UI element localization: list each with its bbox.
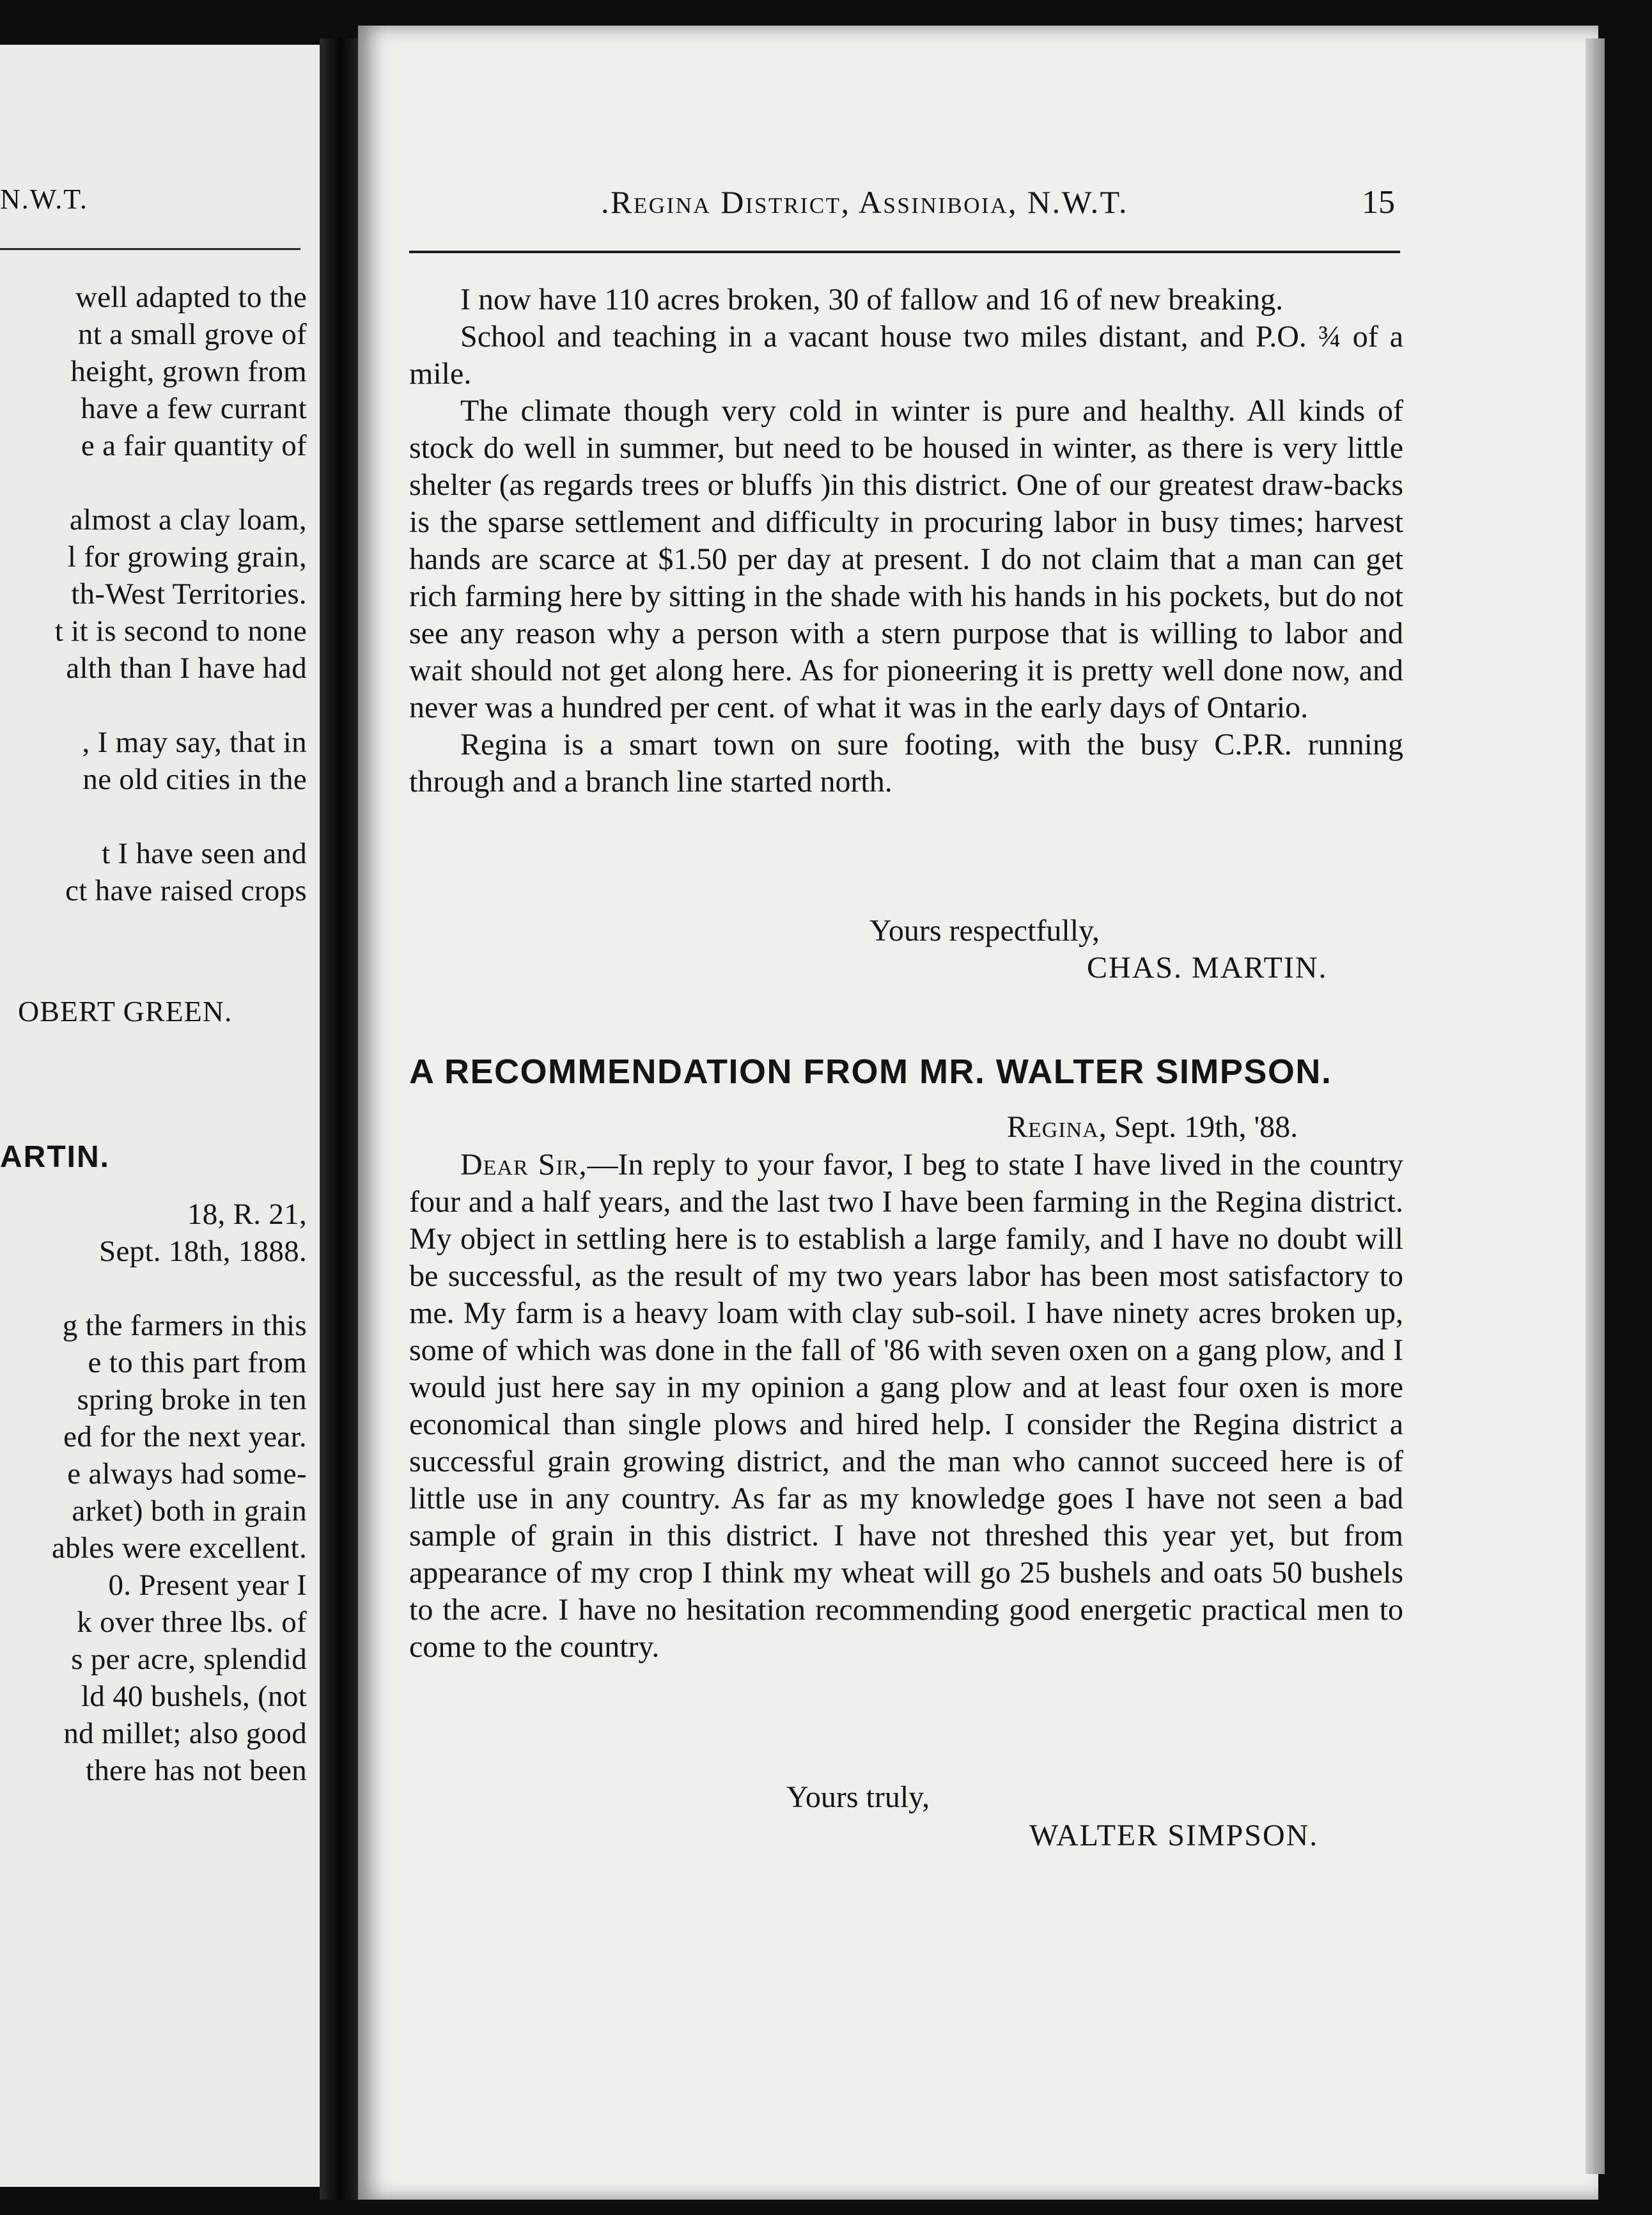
martin-paragraph: Regina is a smart town on sure footing, with the busy C.P.R. running through and a branch line started north. <box>409 728 1403 799</box>
simpson-closing: Yours truly, <box>786 1780 930 1814</box>
left-head-rule <box>0 248 300 250</box>
left-page-line: arket) both in grain <box>72 1494 307 1528</box>
left-page-line: spring broke in ten <box>77 1383 307 1416</box>
left-page-line: s per acre, splendid <box>71 1643 307 1676</box>
left-page-line: alth than I have had <box>66 652 307 685</box>
left-heading-fragment: ARTIN. <box>0 1140 110 1174</box>
left-page-line: almost a clay loam, <box>69 503 307 536</box>
left-page-line: e to this part from <box>88 1346 307 1379</box>
left-page-line: 0. Present year I <box>108 1569 307 1602</box>
page-number: 15 <box>1362 184 1395 221</box>
salutation: Dear Sir, <box>460 1148 588 1182</box>
running-head <box>601 184 1128 221</box>
running-head-prefix: . <box>601 184 611 220</box>
martin-paragraph: School and teaching in a vacant house two miles distant, and P.O. ¾ of a mile. <box>409 320 1403 391</box>
simpson-letter-body <box>409 1147 1403 1666</box>
dateline-place: Regina <box>1007 1110 1099 1144</box>
left-page-line: ne old cities in the <box>82 763 307 796</box>
section-heading: A RECOMMENDATION FROM MR. WALTER SIMPSON. <box>409 1053 1332 1091</box>
running-head-title: Regina District, Assiniboia, N.W.T. <box>611 184 1129 220</box>
left-page <box>0 45 332 2187</box>
simpson-paragraph <box>409 1147 1403 1666</box>
left-page-line: well adapted to the <box>75 281 307 314</box>
left-page-line: Sept. 18th, 1888. <box>99 1235 307 1268</box>
dateline-date: , Sept. 19th, '88. <box>1098 1110 1298 1144</box>
martin-signature: CHAS. MARTIN. <box>1087 951 1328 985</box>
martin-paragraph: The climate though very cold in winter is pure and healthy. All kinds of stock do well in summer, but need to be housed in winter, as there is very little shelter (as regards trees or bluffs )in this district. One of our greatest draw-backs is the sparse settlement and difficulty in procuring labor in busy times; harvest hands are scarce at $1.50 per day at present. I do not claim that a man can get rich farming here by sitting in the shade with his hands in his pockets, but do not see any reason why a person with a stern purpose that is willing to labor and wait should not get along here. As for pioneering it is pretty well done now, and never was a hundred per cent. of what it was in the early days of Ontario. <box>409 394 1403 724</box>
simpson-dateline <box>1007 1109 1298 1145</box>
left-page-line: e a fair quantity of <box>81 429 307 462</box>
left-page-line: ld 40 bushels, (not <box>81 1680 307 1713</box>
left-page-line: g the farmers in this <box>62 1309 307 1342</box>
martin-letter-body <box>409 281 1403 801</box>
left-page-line: nd millet; also good <box>63 1717 307 1750</box>
left-page-line: ed for the next year. <box>63 1420 307 1453</box>
left-page-line: , I may say, that in <box>82 726 307 759</box>
left-page-line: e always had some- <box>67 1457 307 1491</box>
left-page-line: there has not been <box>85 1754 307 1787</box>
left-page-line: ct have raised crops <box>65 874 307 907</box>
simpson-paragraph-text: —In reply to your favor, I beg to state I have lived in the country four and a half years, and the last two I have been farming in the Regina district. My object in settling here is to establish a large family, and I have no doubt will be successful, as the result of my two years labor has been most satisfactory to me. My farm is a heavy loam with clay sub-soil. I have ninety acres broken up, some of which was done in the fall of '86 with seven oxen on a gang plow, and I would just here say in my opinion a gang plow and at least four oxen is more economical than single plows and hired help. I consider the Regina district a successful grain growing district, and the man who cannot succeed here is of little use in any country. As far as my knowledge goes I have not seen a bad sample of grain in this district. I have not threshed this year yet, but from appearance of my crop I think my wheat will go 25 bushels and oats 50 bushels to the acre. I have no hesitation recommending good energetic practical men to come to the country. <box>409 1148 1403 1664</box>
simpson-signature: WALTER SIMPSON. <box>1029 1819 1319 1852</box>
left-page-line: th-West Territories. <box>71 577 307 611</box>
page-edge <box>1586 38 1605 2174</box>
left-page-line: t I have seen and <box>102 837 307 870</box>
left-page-line: l for growing grain, <box>67 540 307 574</box>
left-page-line: t it is second to none <box>54 614 307 648</box>
left-page-line: height, grown from <box>70 355 307 388</box>
left-page-line: have a few currant <box>81 392 307 425</box>
left-page-line: 18, R. 21, <box>187 1198 307 1231</box>
left-running-head: N.W.T. <box>0 184 88 215</box>
martin-closing: Yours respectfully, <box>869 914 1100 948</box>
left-page-line: nt a small grove of <box>77 318 307 351</box>
left-page-line: ables were excellent. <box>51 1531 307 1565</box>
left-signature: OBERT GREEN. <box>18 995 233 1028</box>
left-page-line: k over three lbs. of <box>77 1606 307 1639</box>
head-rule <box>409 251 1400 253</box>
martin-paragraph: I now have 110 acres broken, 30 of fallow and 16 of new breaking. <box>460 283 1284 317</box>
